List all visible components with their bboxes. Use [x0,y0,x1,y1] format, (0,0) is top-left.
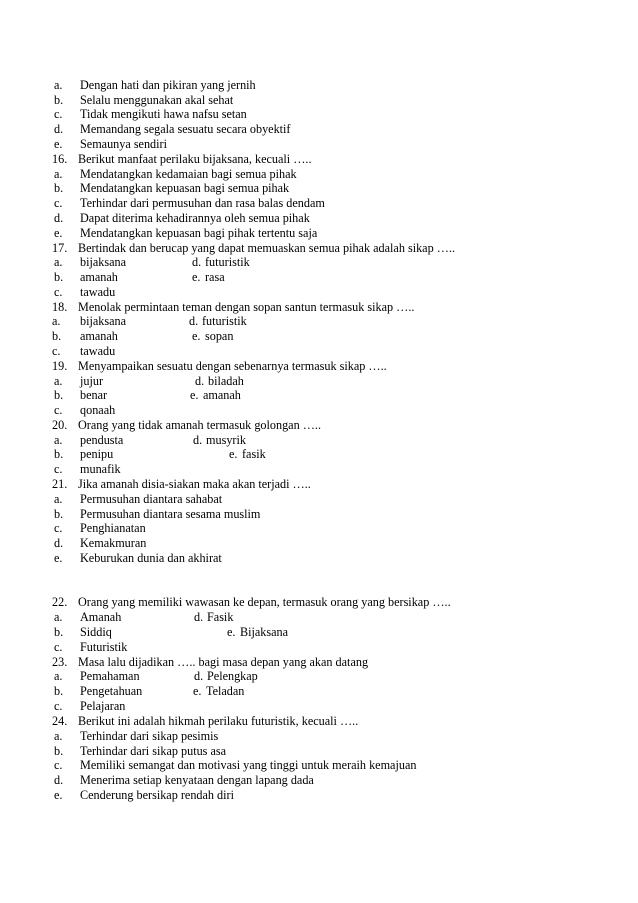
option-text: Mendatangkan kedamaian bagi semua pihak [80,167,297,181]
option-marker: b. [54,447,64,461]
option-text: Dengan hati dan pikiran yang jernih [80,78,256,92]
option-marker: c. [52,344,61,358]
option-marker: b. [54,684,64,698]
option-text-2: futuristik [202,314,247,328]
option-text: Terhindar dari sikap putus asa [80,744,227,758]
question-text: Bertindak dan berucap yang dapat memuaskan semua pihak adalah sikap ….. [78,241,456,255]
option-marker-2: e. [227,625,236,639]
question-text: Berikut ini adalah hikmah perilaku futuristik, kecuali ….. [78,714,359,728]
option-marker-2: d. [193,433,203,447]
option-marker: a. [54,433,63,447]
option-text: pendusta [80,433,124,447]
option-marker-2: d. [189,314,199,328]
option-marker: a. [54,255,63,269]
option-text-2: Fasik [207,610,234,624]
option-text: bijaksana [80,255,127,269]
option-marker: d. [54,773,64,787]
option-text: Siddiq [80,625,112,639]
option-text: Memandang segala sesuatu secara obyektif [80,122,291,136]
option-text: Amanah [80,610,122,624]
option-marker: b. [54,388,64,402]
option-text: Menerima setiap kenyataan dengan lapang dada [80,773,314,787]
question-number: 17. [52,241,68,255]
option-text: Pemahaman [80,669,140,683]
option-marker: c. [54,521,63,535]
option-text-2: rasa [205,270,225,284]
option-marker: c. [54,640,63,654]
option-text-2: Teladan [206,684,245,698]
option-text-2: Bijaksana [240,625,289,639]
option-marker: a. [54,374,63,388]
option-marker: a. [52,314,61,328]
option-text: Mendatangkan kepuasan bagi semua pihak [80,181,290,195]
question-text: Orang yang tidak amanah termasuk golongan ….. [78,418,322,432]
question-text: Jika amanah disia-siakan maka akan terjadi ….. [78,477,311,491]
option-text: Cenderung bersikap rendah diri [80,788,234,802]
option-marker: a. [54,492,63,506]
option-marker: c. [54,462,63,476]
question-number: 22. [52,595,68,609]
option-text-2: fasik [242,447,266,461]
option-marker: e. [54,226,63,240]
option-marker: c. [54,403,63,417]
option-text: qonaah [80,403,116,417]
option-text: Keburukan dunia dan akhirat [80,551,222,565]
option-text: Kemakmuran [80,536,147,550]
option-text-2: Pelengkap [207,669,258,683]
option-text: Pengetahuan [80,684,143,698]
option-text-2: musyrik [206,433,246,447]
question-number: 19. [52,359,68,373]
option-text-2: futuristik [205,255,250,269]
option-text: Terhindar dari permusuhan dan rasa balas dendam [80,196,325,210]
option-marker: e. [54,551,63,565]
option-text: Terhindar dari sikap pesimis [80,729,219,743]
question-number: 20. [52,418,68,432]
question-number: 23. [52,655,68,669]
option-text: jujur [80,374,104,388]
option-text: tawadu [80,285,116,299]
option-marker: a. [54,167,63,181]
option-marker: b. [54,181,64,195]
option-text: Penghianatan [80,521,146,535]
option-marker: c. [54,758,63,772]
question-text: Berikut manfaat perilaku bijaksana, kecuali ….. [78,152,312,166]
option-marker: c. [54,196,63,210]
option-text: Semaunya sendiri [80,137,167,151]
option-marker: d. [54,211,64,225]
option-marker: b. [52,329,62,343]
option-marker-2: e. [192,270,201,284]
option-text: Mendatangkan kepuasan bagi pihak tertentu saja [80,226,318,240]
question-number: 18. [52,300,68,314]
option-marker-2: e. [192,329,201,343]
option-text: Pelajaran [80,699,126,713]
option-text: amanah [80,329,118,343]
option-marker: a. [54,78,63,92]
option-marker-2: e. [229,447,238,461]
question-number: 24. [52,714,68,728]
question-text: Menyampaikan sesuatu dengan sebenarnya termasuk sikap ….. [78,359,387,373]
option-text: Dapat diterima kehadirannya oleh semua pihak [80,211,310,225]
option-text: munafik [80,462,121,476]
option-text-2: sopan [205,329,234,343]
option-marker-2: e. [193,684,202,698]
option-text: amanah [80,270,118,284]
question-text: Menolak permintaan teman dengan sopan santun termasuk sikap ….. [78,300,415,314]
option-text: bijaksana [80,314,127,328]
option-text-2: biladah [208,374,244,388]
option-text: Futuristik [80,640,128,654]
option-marker: c. [54,699,63,713]
question-text: Orang yang memiliki wawasan ke depan, termasuk orang yang bersikap ….. [78,595,451,609]
option-marker-2: d. [195,374,205,388]
option-text: benar [80,388,108,402]
option-text: Selalu menggunakan akal sehat [80,93,234,107]
option-marker: b. [54,744,64,758]
option-marker: e. [54,137,63,151]
option-text: Permusuhan diantara sesama muslim [80,507,261,521]
option-marker: b. [54,507,64,521]
option-marker: b. [54,93,64,107]
option-marker-2: d. [194,610,204,624]
option-marker: a. [54,729,63,743]
option-marker: b. [54,625,64,639]
option-marker: a. [54,610,63,624]
option-marker: d. [54,122,64,136]
option-text: Permusuhan diantara sahabat [80,492,223,506]
option-text: tawadu [80,344,116,358]
option-marker: c. [54,285,63,299]
question-number: 21. [52,477,68,491]
question-text: Masa lalu dijadikan ….. bagi masa depan yang akan datang [78,655,369,669]
option-text: Tidak mengikuti hawa nafsu setan [80,107,247,121]
option-marker: d. [54,536,64,550]
option-marker: b. [54,270,64,284]
option-marker: e. [54,788,63,802]
option-marker-2: d. [192,255,202,269]
option-text: penipu [80,447,114,461]
option-marker: c. [54,107,63,121]
option-marker-2: e. [190,388,199,402]
question-number: 16. [52,152,68,166]
option-marker: a. [54,669,63,683]
option-text-2: amanah [203,388,241,402]
option-text: Memiliki semangat dan motivasi yang tinggi untuk meraih kemajuan [80,758,417,772]
option-marker-2: d. [194,669,204,683]
